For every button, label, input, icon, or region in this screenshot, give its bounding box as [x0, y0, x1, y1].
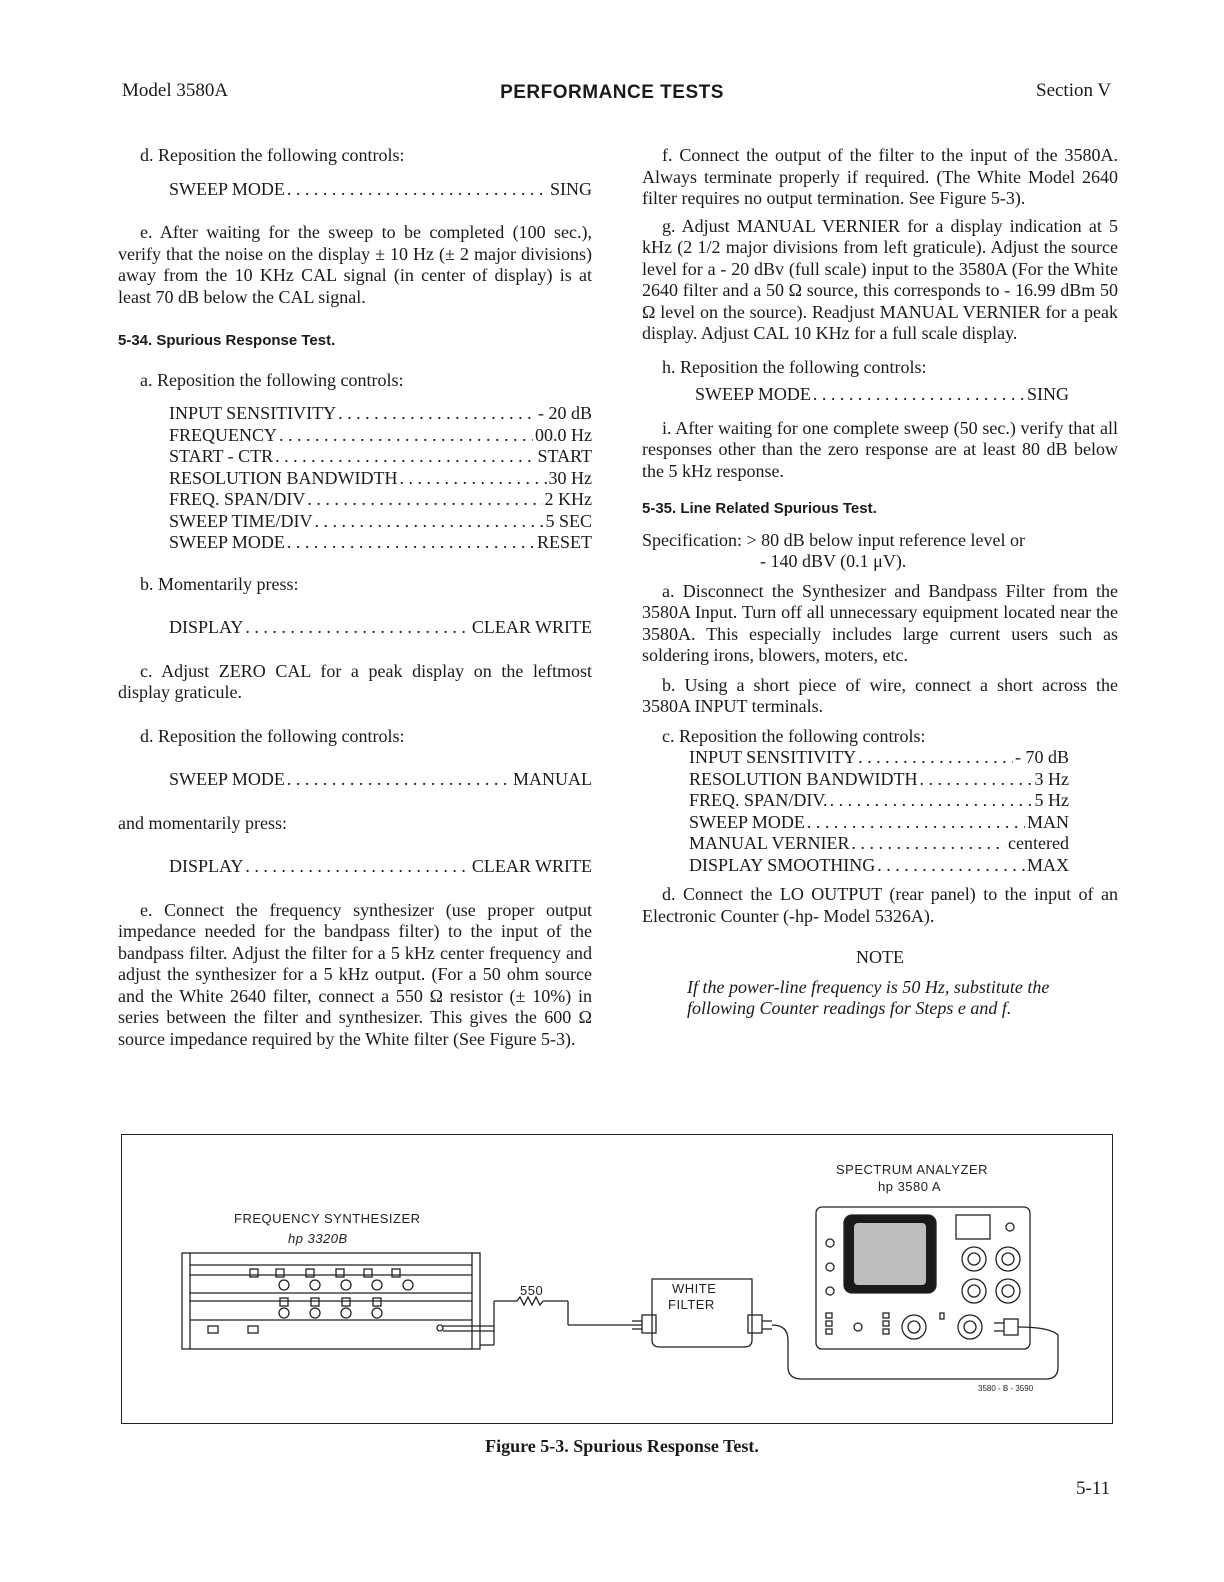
left-d1-controls	[118, 179, 592, 201]
left-step-b: b. Momentarily press:	[140, 573, 299, 594]
right-column	[642, 145, 1118, 1020]
left-and-press: and momentarily press:	[118, 812, 287, 833]
resistor-label: 550	[520, 1283, 544, 1298]
left-step-a: a. Reposition the following controls:	[140, 369, 404, 390]
left-step-e2: e. Connect the frequency synthesizer (use proper output impedance needed for the bandpass filter) to the input of the bandpass filter. Adjust the filter for a 5 kHz center frequency and adjust the synthesizer for a 5 kHz output. (For a 50 ohm source and the White 2640 filter, connect a 550 Ω resistor (± 10%) in series between the filter and synthesizer. This gives the 600 Ω source impedance required by the White filter (See Figure 5-3).	[118, 899, 592, 1049]
synth-label: FREQUENCY SYNTHESIZER	[234, 1211, 421, 1226]
control-row: RESOLUTION BANDWIDTH . . . 30 Hz	[169, 468, 592, 490]
right-step-g: g. Adjust MANUAL VERNIER for a display indication at 5 kHz (2 1/2 major divisions from left graticule). Adjust the source level for a - 20 dBv (full scale) input to the 3580A (For the White 2640 filter and a 50 Ω source, this corresponds to - 16.99 dBm 50 Ω level on the source). Readjust MANUAL VERNIER for a peak display. Adjust CAL 10 KHz for a full scale display.	[642, 215, 1118, 343]
control-row: SWEEP MODE . . . MANUAL	[169, 769, 592, 791]
control-row: SWEEP MODE . . . SING	[695, 384, 1069, 406]
left-d2b-controls	[118, 856, 592, 878]
right-step-a: a. Disconnect the Synthesizer and Bandpass Filter from the 3580A Input. Turn off all unnecessary equipment located near the 3580A. This especially includes large current users such as soldering irons, blowers, moters, etc.	[642, 580, 1118, 665]
left-column	[118, 145, 592, 1050]
note-title: NOTE	[856, 947, 904, 967]
right-c-controls	[642, 747, 1069, 876]
control-row: DISPLAY SMOOTHING . . . MAX	[689, 855, 1069, 877]
section-5-35-title: 5-35. Line Related Spurious Test.	[642, 500, 877, 517]
control-row: START - CTR . . . START	[169, 446, 592, 468]
control-row: INPUT SENSITIVITY . . . - 20 dB	[169, 403, 592, 425]
left-step-c: c. Adjust ZERO CAL for a peak display on the leftmost display graticule.	[118, 660, 592, 702]
right-step-b: b. Using a short piece of wire, connect a short across the 3580A INPUT terminals.	[642, 674, 1118, 716]
header-section: Section V	[1036, 80, 1112, 101]
right-step-i: i. After waiting for one complete sweep (50 sec.) verify that all responses other than the zero response are at least 80 dB below the 5 kHz response.	[642, 417, 1118, 481]
header-model: Model 3580A	[122, 80, 229, 101]
figure-ref: 3580 - B - 3590	[978, 1384, 1034, 1393]
frequency-synthesizer	[182, 1253, 480, 1349]
note-text: If the power-line frequency is 50 Hz, substitute the following Counter readings for Steps e and f.	[687, 976, 1050, 1018]
control-row: SWEEP TIME/DIV . . . 5 SEC	[169, 511, 592, 533]
figure-diagram	[122, 1135, 1112, 1423]
header-title: PERFORMANCE TESTS	[500, 82, 724, 103]
control-row: FREQUENCY . . . 00.0 Hz	[169, 425, 592, 447]
left-a-controls	[118, 403, 592, 554]
control-row: SWEEP MODE . . . SING	[169, 179, 592, 201]
spec-line-2: - 140 dBV (0.1 μV).	[760, 551, 907, 571]
right-step-c: c. Reposition the following controls:	[662, 725, 926, 746]
left-step-e1: e. After waiting for the sweep to be completed (100 sec.), verify that the noise on the display ± 10 Hz (± 2 major divisions) away from the 10 KHz CAL signal (in center of display) is at least 70 dB below the CAL signal.	[118, 222, 592, 307]
left-b-controls	[118, 617, 592, 639]
spectrum-analyzer	[788, 1207, 1058, 1379]
filter-label-2: FILTER	[668, 1297, 715, 1312]
cable	[443, 1297, 642, 1345]
section-5-34-title: 5-34. Spurious Response Test.	[118, 332, 336, 349]
analyzer-label: SPECTRUM ANALYZER	[836, 1162, 989, 1177]
left-d2-controls	[118, 769, 592, 791]
control-row: SWEEP MODE . . . MAN	[689, 812, 1069, 834]
right-step-f: f. Connect the output of the filter to the input of the 3580A. Always terminate properly if required. (The White Model 2640 filter requires no output termination. See Figure 5-3).	[642, 145, 1118, 208]
control-row: FREQ. SPAN/DIV. . . . 5 Hz	[689, 790, 1069, 812]
page-number: 5-11	[1076, 1478, 1111, 1499]
right-step-h: h. Reposition the following controls:	[662, 356, 927, 377]
control-row: SWEEP MODE . . . RESET	[169, 532, 592, 554]
control-row: FREQ. SPAN/DIV . . . 2 KHz	[169, 489, 592, 511]
left-step-d2: d. Reposition the following controls:	[140, 725, 405, 746]
right-h-controls	[642, 384, 1069, 406]
right-step-d: d. Connect the LO OUTPUT (rear panel) to the input of an Electronic Counter (-hp- Model 5326A).	[642, 884, 1118, 926]
synth-model: hp 3320B	[288, 1231, 348, 1246]
control-row: RESOLUTION BANDWIDTH . . . 3 Hz	[689, 769, 1069, 791]
analyzer-model: hp 3580 A	[878, 1179, 942, 1194]
figure-caption: Figure 5-3. Spurious Response Test.	[485, 1436, 759, 1456]
control-row: DISPLAY . . . CLEAR WRITE	[169, 856, 592, 878]
spec-line-1: Specification: > 80 dB below input reference level or	[642, 529, 1026, 550]
control-row: DISPLAY . . . CLEAR WRITE	[169, 617, 592, 639]
left-step-d1: d. Reposition the following controls:	[140, 145, 405, 165]
figure-5-3	[121, 1134, 1113, 1424]
filter-label-1: WHITE	[672, 1281, 717, 1296]
control-row: INPUT SENSITIVITY . . . - 70 dB	[689, 747, 1069, 769]
control-row: MANUAL VERNIER . . . centered	[689, 833, 1069, 855]
